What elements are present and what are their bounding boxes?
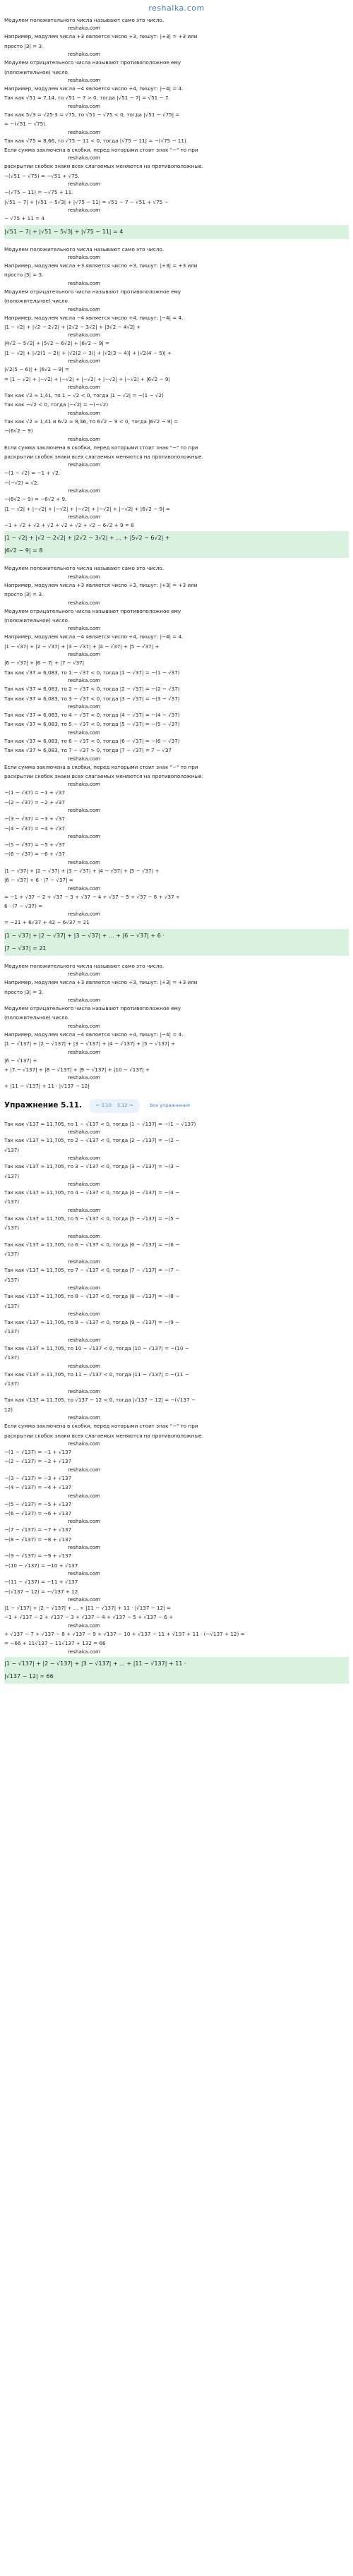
solution-line: −(3 − √137) = −3 + √137: [4, 1474, 72, 1481]
watermark-text: reshaka.com: [68, 1048, 100, 1055]
watermark-text: reshaka.com: [68, 1336, 100, 1343]
solution-line: Так как √37 ≈ 6,083, то 3 − √37 < 0, тогда |3 − √37| = −(3 − √37): [4, 695, 180, 702]
watermark-text: reshaka.com: [68, 128, 100, 135]
solution-line: Так как √37 ≈ 6,083, то 6 − √37 < 0, тогда |6 − √37| = −(6 − √37): [4, 737, 180, 744]
watermark-text: reshaka.com: [68, 1622, 100, 1629]
watermark-text: reshaka.com: [68, 207, 100, 214]
solution-line: Модулем положительного числа называют само это число.: [4, 962, 164, 969]
solution-line: −(11 − √137) = −11 + √137: [4, 1579, 78, 1586]
solution-line: Так как √137 ≈ 11,705, то 11 − √137 < 0, тогда |11 − √137| = −(11 −: [4, 1371, 189, 1378]
solution-line: −(−√2) = √2.: [4, 479, 39, 486]
solution-line: √137): [4, 1225, 20, 1232]
site-logo-text: reshalka.com: [148, 3, 205, 13]
watermark-text: reshaka.com: [68, 1518, 100, 1525]
watermark-text: reshaka.com: [68, 625, 100, 632]
watermark-text: reshaka.com: [68, 832, 100, 839]
solution-line: = −21 + 6√37 + 42 − 6√37 = 21: [4, 919, 90, 926]
solution-line: √137): [4, 1198, 20, 1205]
solution-line: Например, модулем числа −4 является число +4, пишут: |−4| = 4.: [4, 633, 184, 640]
watermark-text: reshaka.com: [68, 807, 100, 814]
solution-line: Например, модулем числа +3 является число +3, пишут: |+3| = +3 или: [4, 581, 198, 588]
solution-line: −(6 − √37) = −6 + √37: [4, 851, 66, 858]
solution-line: −(6√2 − 9): [4, 427, 33, 435]
solution-line: Например, модулем числа −4 является число +4, пишут: |−4| = 4.: [4, 85, 184, 92]
solution-line: + √137 − 7 + √137 − 8 + √137 − 9 + √137 − 10 + √137 − 11 + √137 + 11 · (−√137 + 12) =: [4, 1630, 245, 1637]
solution-line: − √75 + 11 = 4: [4, 215, 44, 222]
solution-line: (положительное) число.: [4, 1014, 70, 1021]
solution-line: Если сумма заключена в скобки, перед которыми стоит знак "−" то при: [4, 763, 198, 770]
watermark-text: reshaka.com: [68, 1232, 100, 1239]
exercise-nav: [89, 1099, 140, 1112]
solution-line: |1 − √37| + |2 − √37| + |3 − √37| + |4 − √37| + |5 − √37| +: [4, 867, 160, 874]
solution-line: Так как √137 ≈ 11,705, то √137 − 12 < 0, тогда |√137 − 12| = −(√137 −: [4, 1397, 196, 1404]
solution-line: Так как √37 ≈ 6,083, то 1 − √37 < 0, тогда |1 − √37| = −(1 − √37): [4, 669, 180, 676]
watermark-text: reshaka.com: [68, 1362, 100, 1369]
watermark-text: reshaka.com: [68, 1129, 100, 1136]
watermark-text: reshaka.com: [68, 1310, 100, 1317]
solution-line: Так как √137 ≈ 11,705, то 3 − √137 < 0, тогда |3 − √137| = −(3 −: [4, 1163, 180, 1170]
watermark-text: reshaka.com: [68, 1648, 100, 1655]
watermark-text: reshaka.com: [68, 77, 100, 84]
solution-line: |6 − √137| +: [4, 1057, 37, 1064]
answer-box-c: [4, 929, 349, 956]
watermark-text: reshaka.com: [68, 435, 100, 442]
solution-line: |1 − √2| + |√2 − 2√2| + |2√2 − 3√2| + ... + |5√2 − 6√2| +: [4, 535, 170, 542]
solution-line: |6 − √37| + |6 − 7| + |7 − √37|: [4, 660, 85, 667]
watermark-text: reshaka.com: [68, 651, 100, 658]
solution-line: раскрытии скобок знаки всех слагаемых меняются на противоположные.: [4, 1432, 203, 1439]
watermark-text: reshaka.com: [68, 573, 100, 580]
watermark-text: reshaka.com: [68, 703, 100, 710]
solution-line: Так как √137 ≈ 11,705, то 10 − √137 < 0, тогда |10 − √137| = −(10 −: [4, 1344, 189, 1351]
solution-line: Так как √37 ≈ 6,083, то 2 − √37 < 0, тогда |2 − √37| = −(2 − √37): [4, 686, 180, 693]
watermark-text: reshaka.com: [68, 1022, 100, 1029]
solution-line: Так как √137 ≈ 11,705, то 9 − √137 < 0, тогда |9 − √137| = −(9 −: [4, 1318, 180, 1325]
solution-line: −(7 − √137) = −7 + √137: [4, 1526, 72, 1533]
solution-line: |1 − √37| + |2 − √37| + |3 − √37| + |4 − √37| + |5 − √37| +: [4, 643, 160, 650]
solution-line: раскрытии скобок знаки всех слагаемых меняются на противоположные.: [4, 772, 203, 779]
solution-line: √137): [4, 1172, 20, 1179]
watermark-text: reshaka.com: [68, 599, 100, 606]
watermark-text: reshaka.com: [68, 1596, 100, 1603]
solution-line: −(5 − √37) = −5 + √37: [4, 841, 66, 848]
solution-line: √137): [4, 1146, 20, 1153]
solution-line: √137): [4, 1380, 20, 1387]
solution-line: раскрытии скобок знаки всех слагаемых меняются на противоположные.: [4, 454, 203, 460]
solution-part-b: [4, 245, 349, 530]
solution-line: |1 − √2| + |−√2| + |−√2| + |−√2| + |−√2| + |−√2| + |6√2 − 9| =: [4, 505, 170, 512]
solution-line: −(1 − √137) = −1 + √137: [4, 1449, 72, 1456]
watermark-text: reshaka.com: [68, 1074, 100, 1081]
solution-line: Так как √75 ≈ 8,66, то √75 − 11 < 0, тогда |√75 − 11| = −(√75 − 11).: [4, 137, 189, 144]
solution-line: −(√51 − √75) = −√51 + √75.: [4, 172, 80, 179]
solution-line: Так как √137 ≈ 11,705, то 7 − √137 < 0, тогда |7 − √137| = −(7 −: [4, 1267, 180, 1274]
solution-line: просто |3| = 3.: [4, 591, 44, 598]
watermark-text: reshaka.com: [68, 514, 100, 521]
solution-line: |1 − √137| + |2 − √137| + |3 − √137| + ... + |11 − √137| + 11 ·: [4, 1660, 186, 1667]
watermark-text: reshaka.com: [68, 181, 100, 188]
solution-line: −(1 − √37) = −1 + √37: [4, 789, 66, 796]
watermark-text: reshaka.com: [68, 1440, 100, 1447]
solution-line: −(8 − √137) = −8 + √137: [4, 1536, 72, 1543]
solution-line: |1 − √2| + |√2(1 − 2)| + |√2(2 − 3)| + |√2(3 − 4)| + |√2(4 − 5)| +: [4, 349, 172, 356]
solution-line: |4√2 − 5√2| + |5√2 − 6√2| + |6√2 − 9| =: [4, 340, 109, 347]
watermark-text: reshaka.com: [68, 1258, 100, 1265]
solution-line: Так как √137 ≈ 11,705, то 5 − √137 < 0, тогда |5 − √137| = −(5 −: [4, 1215, 180, 1222]
solution-part-d: [4, 961, 349, 1091]
prev-exercise-link[interactable]: ← 5.10: [96, 1102, 112, 1109]
solution-line: −1 + √137 − 2 + √137 − 3 + √137 − 4 + √137 − 5 + √137 − 6 +: [4, 1614, 174, 1621]
solution-line: √137): [4, 1354, 20, 1361]
watermark-text: reshaka.com: [68, 1466, 100, 1473]
watermark-text: reshaka.com: [68, 781, 100, 788]
solution-line: 6 · (7 − √37) =: [4, 903, 43, 909]
solution-line: = |1 − √2| + |−√2| + |−√2| + |−√2| + |−√2| + |−√2| + |6√2 − 9|: [4, 375, 170, 382]
all-exercises-link[interactable]: Все упражнения: [150, 1102, 190, 1109]
solution-line: Модулем отрицательного числа называют противоположное ему: [4, 59, 181, 66]
watermark-text: reshaka.com: [68, 997, 100, 1004]
solution-line: |1 − √37| + |2 − √37| + |3 − √37| + ... + |6 − √37| + 6 ·: [4, 932, 164, 939]
solution-line: Так как 5√3 = √25·3 = √75, то √51 − √75 < 0, тогда |√51 − √75| =: [4, 111, 180, 118]
solution-line: просто |3| = 3.: [4, 988, 44, 995]
watermark-text: reshaka.com: [68, 358, 100, 365]
solution-line: √137): [4, 1276, 20, 1283]
solution-line: √137): [4, 1328, 20, 1335]
exercise-header: [4, 1097, 349, 1115]
solution-line: −(3 − √37) = −3 + √37: [4, 815, 66, 822]
watermark-text: reshaka.com: [68, 279, 100, 286]
solution-line: −(√75 − 11) = −√75 + 11.: [4, 189, 73, 196]
watermark-text: reshaka.com: [68, 885, 100, 892]
watermark-text: reshaka.com: [68, 1155, 100, 1162]
solution-line: = −1 + √37 − 2 + √37 − 3 + √37 − 4 + √37 − 5 + √37 − 6 + √37 +: [4, 893, 180, 900]
solution-line: −(9 − √137) = −9 + √137: [4, 1553, 72, 1560]
solution-line: −(1 − √2) = −1 + √2.: [4, 470, 61, 477]
solution-line: раскрытии скобок знаки всех слагаемых меняются на противоположные.: [4, 163, 203, 170]
answer-box-e: [4, 1657, 349, 1684]
solution-line: Так как √51 ≈ 7,14, то √51 − 7 > 0, тогда |√51 − 7| = √51 − 7.: [4, 95, 170, 102]
solution-line: Например, модулем числа +3 является число +3, пишут: |+3| = +3 или: [4, 262, 198, 269]
watermark-text: reshaka.com: [68, 461, 100, 468]
solution-line: −(5 − √137) = −5 + √137: [4, 1500, 72, 1507]
solution-line: |6√2 − 9| = 8: [4, 547, 43, 554]
solution-line: + |11 − √137| + 11 · |√137 − 12|: [4, 1083, 90, 1090]
watermark-text: reshaka.com: [68, 858, 100, 865]
solution-part-c: [4, 564, 349, 927]
solution-line: = −(√51 − √75).: [4, 121, 47, 128]
solution-line: −(4 − √137) = −4 + √137: [4, 1484, 72, 1491]
watermark-text: reshaka.com: [68, 383, 100, 390]
solution-line: Так как −√2 < 0, тогда |−√2| = −(−√2): [4, 401, 109, 408]
solution-line: −(6 − √137) = −6 + √137: [4, 1510, 72, 1517]
solution-line: Модулем отрицательного числа называют противоположное ему: [4, 607, 181, 614]
solution-line: |√51 − 7| + |√51 − 5√3| + |√75 − 11| = √51 − 7 − √51 + √75 −: [4, 198, 169, 205]
solution-line: Если сумма заключена в скобки, перед которыми стоит знак "−" то при: [4, 1423, 198, 1430]
solution-line: |√137 − 12| = 66: [4, 1672, 54, 1679]
solution-line: Модулем отрицательного числа называют противоположное ему: [4, 288, 181, 295]
watermark-text: reshaka.com: [68, 487, 100, 494]
solution-line: Так как √2 ≈ 1,41 и 6√2 ≈ 8,46, то 6√2 − 9 < 0, тогда |6√2 − 9| =: [4, 418, 179, 425]
solution-line: + |7 − √137| + |8 − √137| + |9 − √137| + |10 − √137| +: [4, 1067, 150, 1074]
solution-line: Так как √2 ≈ 1,41, то 1 − √2 < 0, тогда |1 − √2| = −(1 − √2): [4, 391, 164, 399]
solution-line: |7 − √37| = 21: [4, 944, 47, 952]
watermark-text: reshaka.com: [68, 1284, 100, 1292]
watermark-text: reshaka.com: [68, 1492, 100, 1499]
watermark-text: reshaka.com: [68, 911, 100, 918]
watermark-text: reshaka.com: [68, 102, 100, 109]
solution-line: Например, модулем числа +3 является число +3, пишут: |+3| = +3 или: [4, 33, 198, 40]
solution-line: −(√137 − 12) = −√137 + 12: [4, 1588, 78, 1595]
solution-line: Так как √137 ≈ 11,705, то 1 − √137 < 0, тогда |1 − √137| = −(1 − √137): [4, 1120, 196, 1127]
solution-line: = −66 + 11√137 − 11√137 + 132 = 66: [4, 1640, 106, 1647]
watermark-text: reshaka.com: [68, 729, 100, 736]
solution-line: |√2(5 − 6)| + |6√2 − 9| =: [4, 366, 69, 373]
solution-line: Модулем отрицательного числа называют противоположное ему: [4, 1005, 181, 1012]
solution-line: просто |3| = 3.: [4, 272, 44, 279]
solution-line: |1 − √2| + |√2 − 2√2| + |2√2 − 3√2| + |3√2 − 4√2| +: [4, 323, 141, 330]
solution-line: Если сумма заключена в скобки, перед которыми стоит знак "−" то при: [4, 444, 198, 451]
watermark-text: reshaka.com: [68, 305, 100, 312]
watermark-text: reshaka.com: [68, 253, 100, 260]
solution-line: −1 + √2 + √2 + √2 + √2 + √2 + √2 − 6√2 + 9 = 8: [4, 522, 134, 529]
solution-part-e: [4, 1119, 349, 1655]
watermark-text: reshaka.com: [68, 332, 100, 339]
solution-line: √137): [4, 1302, 20, 1309]
watermark-text: reshaka.com: [68, 1206, 100, 1213]
solution-line: Так как √37 ≈ 6,083, то 7 − √37 > 0, тогда |7 − √37| = 7 − √37: [4, 747, 172, 754]
solution-part-a: [4, 16, 349, 224]
watermark-text: reshaka.com: [68, 677, 100, 684]
next-exercise-link[interactable]: 5.12 →: [117, 1102, 133, 1109]
watermark-text: reshaka.com: [68, 25, 100, 32]
watermark-text: reshaka.com: [68, 1180, 100, 1187]
watermark-text: reshaka.com: [68, 1388, 100, 1395]
solution-line: √137): [4, 1250, 20, 1257]
solution-line: Так как √37 ≈ 6,083, то 5 − √37 < 0, тогда |5 − √37| = −(5 − √37): [4, 721, 180, 728]
solution-line: −(2 − √137) = −2 + √137: [4, 1458, 72, 1465]
watermark-text: reshaka.com: [68, 971, 100, 978]
solution-line: |1 − √137| + |2 − √137| + ... + |11 − √137| + 11 · |√137 − 12| =: [4, 1604, 171, 1611]
solution-line: −(2 − √37) = −2 + √37: [4, 798, 66, 806]
solution-line: Так как √137 ≈ 11,705, то 2 − √137 < 0, тогда |2 − √137| = −(2 −: [4, 1137, 180, 1144]
site-logo[interactable]: [0, 0, 353, 16]
solution-line: Если сумма заключена в скобки, перед которыми стоит знак "−" то при: [4, 147, 198, 154]
solution-line: Модулем положительного числа называют само это число.: [4, 565, 164, 572]
solution-line: Модулем положительного числа называют само это число.: [4, 17, 164, 23]
solution-line: (положительное) число.: [4, 68, 70, 75]
solution-line: |√51 − 7| + |√51 − 5√3| + |√75 − 11| = 4: [4, 228, 124, 235]
exercise-title: Упражнение 5.11.: [4, 1101, 83, 1110]
solution-line: |6 − √37| + 6 · |7 − √37| =: [4, 877, 73, 884]
solution-line: −(6√2 − 9) = −6√2 + 9.: [4, 496, 67, 503]
solution-line: −(4 − √37) = −4 + √37: [4, 825, 66, 832]
solution-line: 12): [4, 1406, 13, 1413]
watermark-text: reshaka.com: [68, 1570, 100, 1577]
solution-line: (положительное) число.: [4, 298, 70, 305]
solution-line: |1 − √137| + |2 − √137| + |3 − √137| + |4 − √137| + |5 − √137| +: [4, 1040, 176, 1047]
solution-line: −(10 − √137) = −10 + √137: [4, 1562, 78, 1569]
solution-line: Так как √137 ≈ 11,705, то 4 − √137 < 0, тогда |4 − √137| = −(4 −: [4, 1189, 180, 1196]
watermark-text: reshaka.com: [68, 755, 100, 762]
watermark-text: reshaka.com: [68, 409, 100, 416]
answer-box-b: [4, 531, 349, 558]
solution-line: Модулем положительного числа называют само это число.: [4, 245, 164, 253]
solution-line: (положительное) число.: [4, 617, 70, 624]
answer-box-a: [4, 225, 349, 239]
solution-line: Так как √137 ≈ 11,705, то 8 − √137 < 0, тогда |8 − √137| = −(8 −: [4, 1293, 180, 1300]
solution-line: просто |3| = 3.: [4, 42, 44, 49]
solution-content: [0, 16, 353, 1684]
solution-line: Например, модулем числа +3 является число +3, пишут: |+3| = +3 или: [4, 979, 198, 986]
solution-line: Так как √137 ≈ 11,705, то 6 − √137 < 0, тогда |6 − √137| = −(6 −: [4, 1241, 180, 1248]
solution-line: Так как √37 ≈ 6,083, то 4 − √37 < 0, тогда |4 − √37| = −(4 − √37): [4, 711, 180, 718]
solution-line: Например, модулем числа −4 является число +4, пишут: |−4| = 4.: [4, 314, 184, 321]
watermark-text: reshaka.com: [68, 51, 100, 58]
watermark-text: reshaka.com: [68, 154, 100, 162]
watermark-text: reshaka.com: [68, 1544, 100, 1551]
watermark-text: reshaka.com: [68, 1414, 100, 1421]
solution-line: Например, модулем числа −4 является число +4, пишут: |−4| = 4.: [4, 1031, 184, 1038]
